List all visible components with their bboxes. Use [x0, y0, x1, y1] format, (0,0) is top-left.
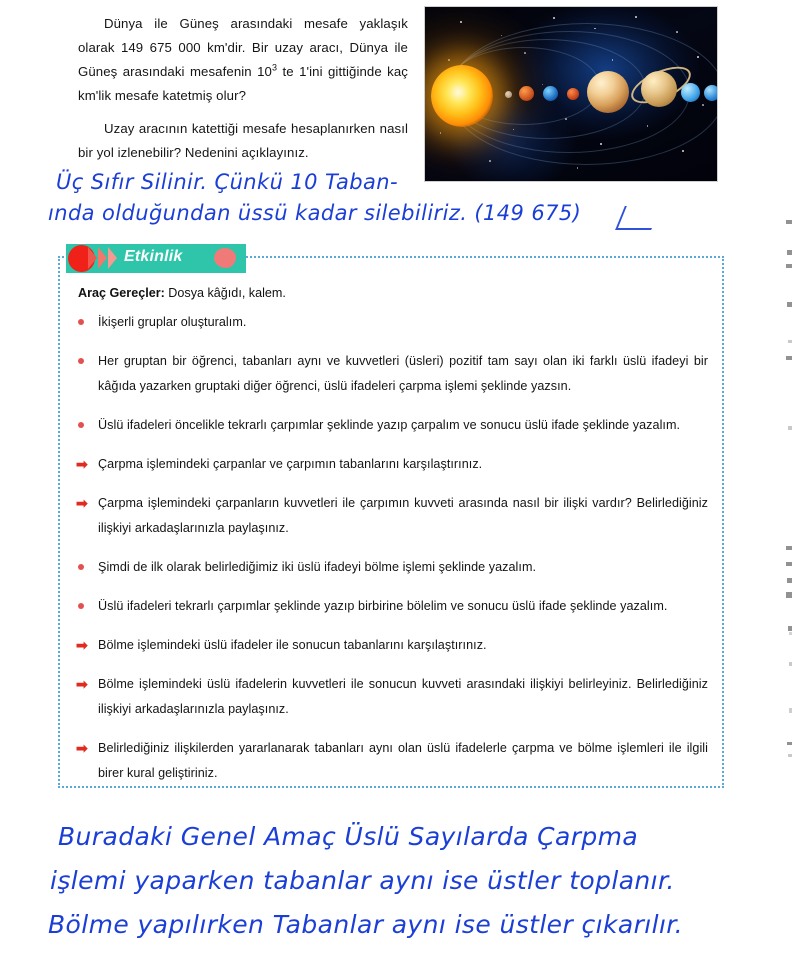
- activity-step: [74, 672, 708, 722]
- activity-step-list: [74, 310, 708, 800]
- handwritten-note-bottom-line-3: Bölme yapılırken Tabanlar aynı ise üstler çıkarılır.: [48, 910, 684, 939]
- materials-value: Dosya kâğıdı, kalem.: [164, 286, 286, 300]
- activity-step-text: Şimdi de ilk olarak belirlediğimiz iki üslü ifadeyi bölme işlemi şeklinde yazalım.: [98, 560, 537, 574]
- activity-step: [74, 413, 708, 438]
- activity-step: [74, 594, 708, 619]
- arrow-right-icon: ➡: [76, 676, 88, 692]
- planet-earth: [543, 86, 558, 101]
- activity-step-text: Bölme işlemindeki üslü ifadelerin kuvvetleri ile sonucun kuvveti arasındaki ilişkiyi belirleyiniz. Belirlediğiniz ilişkiyi arkadaşlarınızla paylaşınız.: [98, 677, 708, 716]
- planet-mars: [567, 88, 579, 100]
- handwritten-note-top-line-1: Üç Sıfır Silinir. Çünkü 10 Taban-: [56, 170, 398, 194]
- arrow-right-icon: ➡: [76, 637, 88, 653]
- solar-system-image: [424, 6, 718, 182]
- arrow-right-icon: ➡: [76, 495, 88, 511]
- handwritten-note-bottom-line-1: Buradaki Genel Amaç Üslü Sayılarda Çarpma: [58, 822, 639, 851]
- problem-paragraph-2: Uzay aracının katettiği mesafe hesaplanırken nasıl bir yol izlenebilir? Nedenini açıklayınız.: [78, 121, 408, 160]
- bullet-dot-icon: [78, 603, 84, 609]
- activity-step: [74, 633, 708, 658]
- handwritten-note-bottom-line-2: işlemi yaparken tabanlar aynı ise üstler toplanır.: [50, 866, 675, 895]
- arrow-right-icon: ➡: [76, 740, 88, 756]
- bullet-dot-icon: [78, 422, 84, 428]
- exponent-3: 3: [271, 62, 278, 73]
- activity-step: [74, 452, 708, 477]
- problem-paragraph-1-tail: te 1'ini gittiğinde kaç km'lik mesafe katetmiş olur?: [78, 64, 408, 103]
- activity-banner: [66, 244, 246, 273]
- problem-paragraph-1: [78, 12, 408, 108]
- activity-step-text: Üslü ifadeleri tekrarlı çarpımlar şeklinde yazıp birbirine bölelim ve sonucu üslü ifade şeklinde yazalım.: [98, 599, 668, 613]
- activity-box: [58, 248, 724, 788]
- activity-step-text: Belirlediğiniz ilişkilerden yararlanarak tabanları aynı olan üslü ifadelerle çarpma ve bölme işlemleri ile ilgili birer kural geliştiriniz.: [98, 741, 708, 780]
- activity-step-text: Bölme işlemindeki üslü ifadeler ile sonucun tabanlarını karşılaştırınız.: [98, 638, 487, 652]
- bullet-dot-icon: [78, 358, 84, 364]
- activity-step: [74, 310, 708, 335]
- activity-step-text: Çarpma işlemindeki çarpanların kuvvetleri ile çarpımın kuvveti arasında nasıl bir ilişki vardır? Belirlediğiniz ilişkiyi arkadaşlarınızla paylaşınız.: [98, 496, 708, 535]
- planet-neptune: [704, 85, 718, 101]
- activity-step-text: Çarpma işlemindeki çarpanlar ve çarpımın tabanlarını karşılaştırınız.: [98, 457, 483, 471]
- pink-blob-icon: [214, 248, 236, 268]
- planet-saturn: [641, 71, 677, 107]
- activity-step: [74, 349, 708, 399]
- bullet-dot-icon: [78, 319, 84, 325]
- planet-uranus: [681, 83, 700, 102]
- materials-label: Araç Gereçler:: [78, 286, 165, 300]
- activity-step: [74, 555, 708, 580]
- activity-step: [74, 736, 708, 786]
- activity-step: [74, 491, 708, 541]
- planet-jupiter: [587, 71, 629, 113]
- activity-step-text: Üslü ifadeleri öncelikle tekrarlı çarpımlar şeklinde yazıp çarpalım ve sonucu üslü ifade şeklinde yazalım.: [98, 418, 681, 432]
- scan-edge-artifacts: [774, 180, 792, 800]
- problem-text-block: [78, 12, 408, 165]
- problem-paragraph-1-head: Dünya ile Güneş arasındaki mesafe yaklaşık olarak 149 675 000 km'dir. Bir uzay aracı, Dünya ile Güneş arasındaki mesafenin 10: [78, 16, 408, 79]
- bullet-dot-icon: [78, 564, 84, 570]
- handwritten-scribble: [615, 206, 661, 230]
- planet-mercury: [505, 91, 512, 98]
- materials-line: [78, 284, 286, 302]
- chevron-right-icon: [88, 247, 117, 269]
- arrow-right-icon: ➡: [76, 456, 88, 472]
- activity-banner-label: Etkinlik: [124, 248, 183, 265]
- activity-step-text: Her gruptan bir öğrenci, tabanları aynı ve kuvvetleri (üsleri) pozitif tam sayı olan iki farklı üslü ifadeyi bir kâğıda yazarken gruptaki diğer öğrenci, üslü ifadeleri çarpma işlemi şeklinde yazsın.: [98, 354, 708, 393]
- handwritten-note-top-line-2: ında olduğundan üssü kadar silebiliriz. (149 675): [48, 201, 582, 225]
- planet-venus: [519, 86, 534, 101]
- activity-step-text: İkişerli gruplar oluşturalım.: [98, 315, 247, 329]
- sun: [431, 65, 493, 127]
